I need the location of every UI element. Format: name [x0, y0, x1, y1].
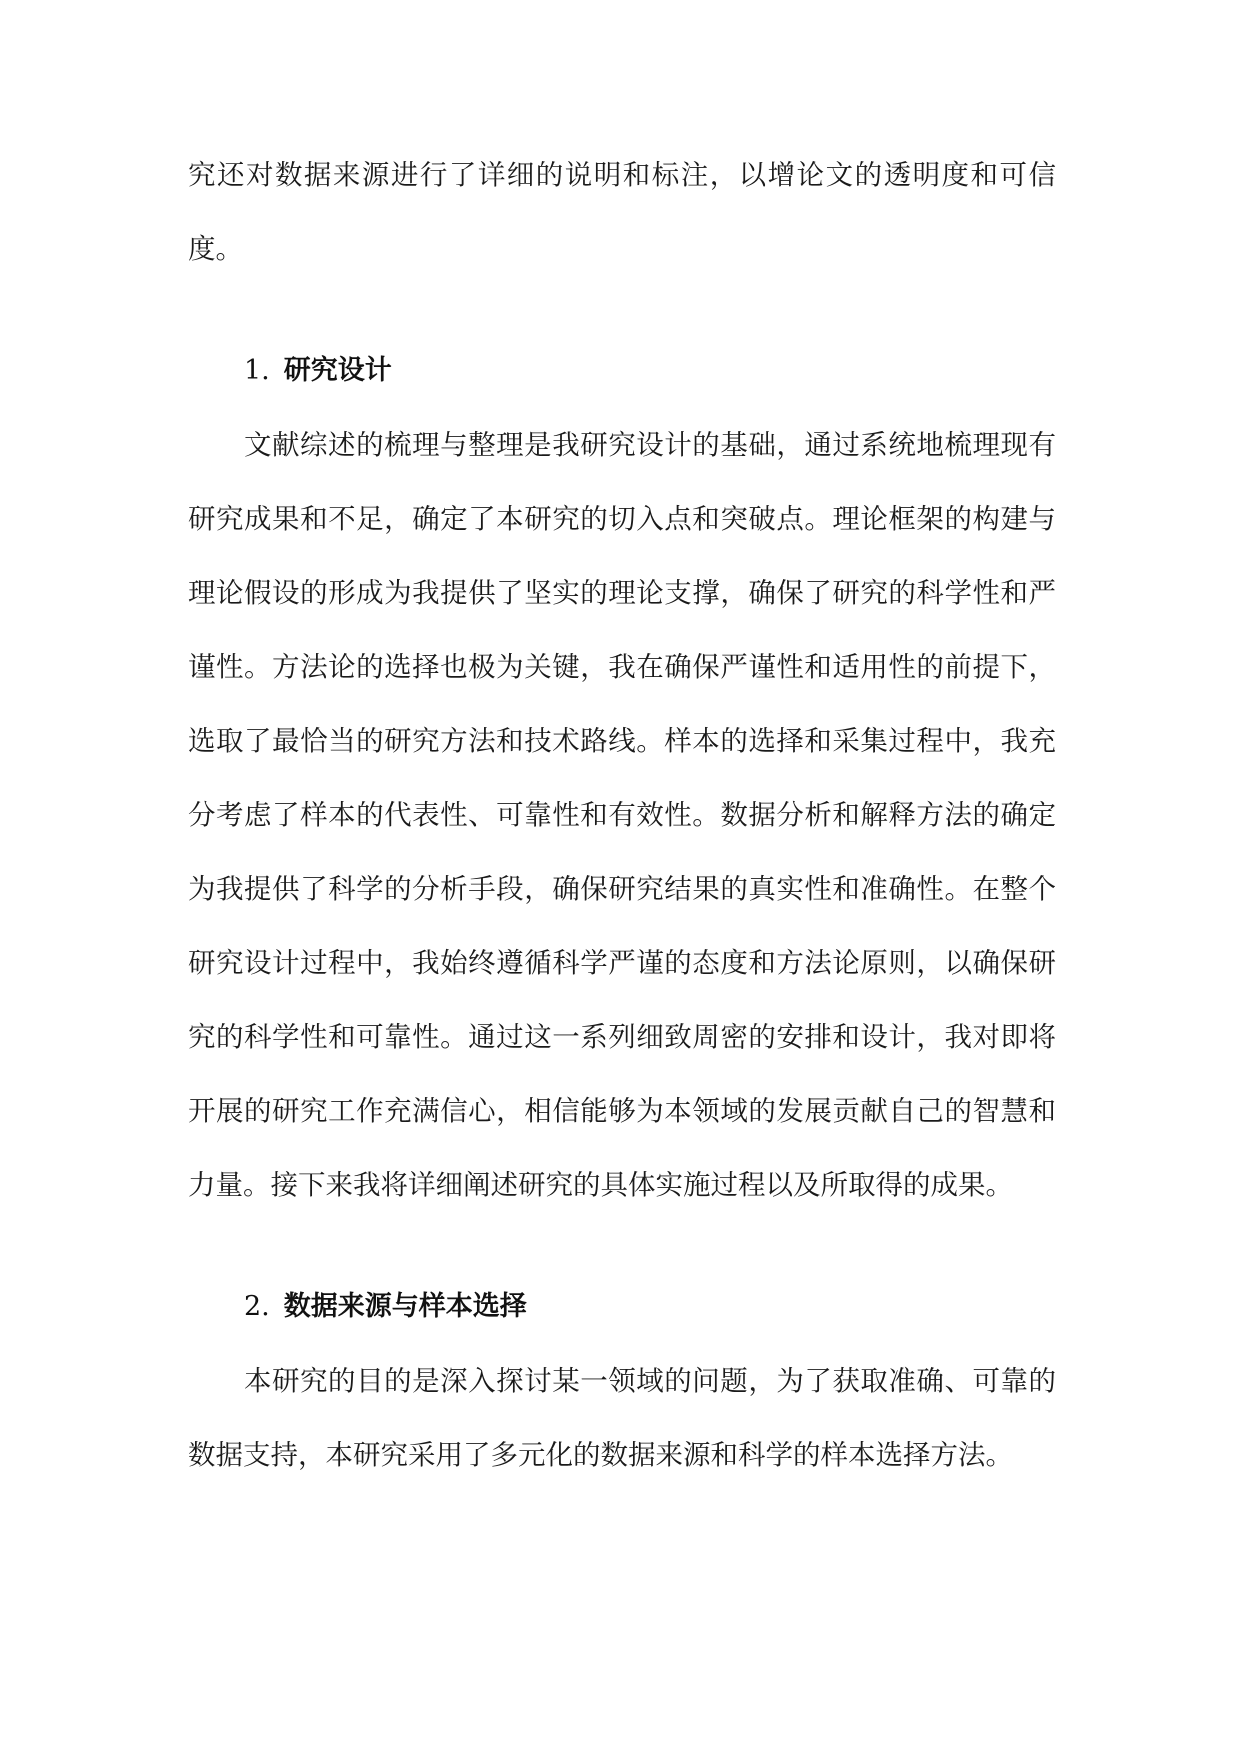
section-number: 2.: [244, 1291, 270, 1322]
section-title: 数据来源与样本选择: [283, 1291, 527, 1322]
section-number: 1.: [244, 355, 270, 386]
section-gap: [188, 1222, 1056, 1270]
data-sources-paragraph: 本研究的目的是深入探讨某一领域的问题，为了获取准确、可靠的数据支持，本研究采用了多元化的数据来源和科学的样本选择方法。: [188, 1365, 1056, 1471]
section-heading-data-sources: [188, 1270, 1056, 1344]
section-heading-research-design: [188, 334, 1056, 408]
research-design-paragraph: 文献综述的梳理与整理是我研究设计的基础，通过系统地梳理现有研究成果和不足，确定了本研究的切入点和突破点。理论框架的构建与理论假设的形成为我提供了坚实的理论支撑，确保了研究的科学性和严谨性。方法论的选择也极为关键，我在确保严谨性和适用性的前提下，选取了最恰当的研究方法和技术路线。样本的选择和采集过程中，我充分考虑了样本的代表性、可靠性和有效性。数据分析和解释方法的确定为我提供了科学的分析手段，确保研究结果的真实性和准确性。在整个研究设计过程中，我始终遵循科学严谨的态度和方法论原则，以确保研究的科学性和可靠性。通过这一系列细致周密的安排和设计，我对即将开展的研究工作充满信心，相信能够为本领域的发展贡献自己的智慧和力量。接下来我将详细阐述研究的具体实施过程以及所取得的成果。: [188, 429, 1056, 1201]
page-content: [188, 138, 1056, 1492]
section-gap: [188, 286, 1056, 334]
continuation-paragraph: 究还对数据来源进行了详细的说明和标注，以增论文的透明度和可信度。: [188, 159, 1056, 265]
section-title: 研究设计: [283, 355, 392, 386]
